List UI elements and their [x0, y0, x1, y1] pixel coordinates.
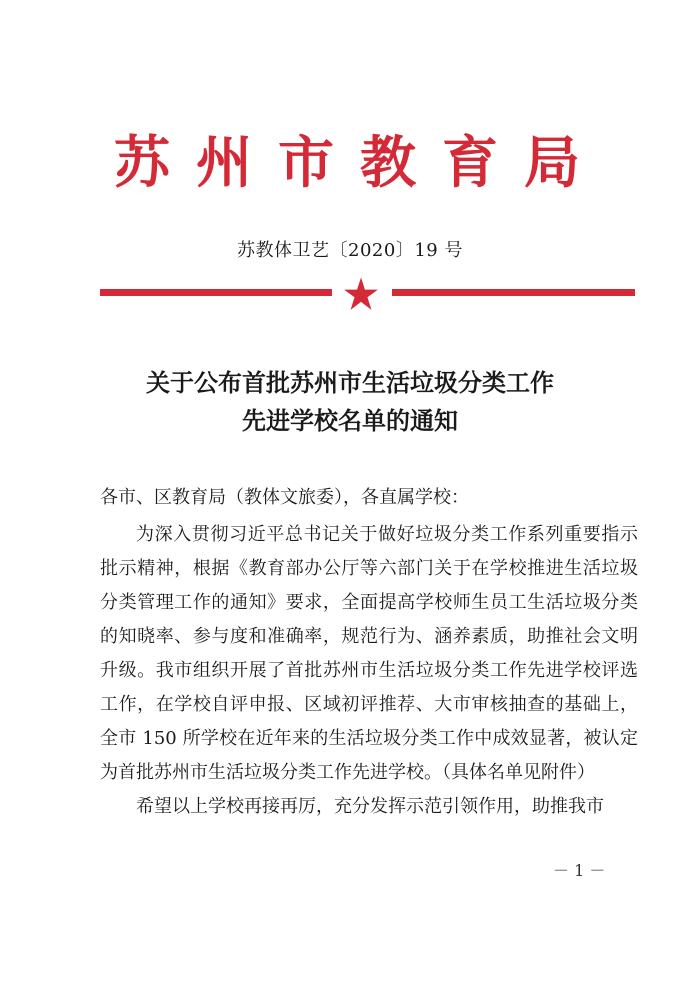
page-number: － 1 －: [553, 861, 606, 880]
salutation: 各市、区教育局（教体文旅委），各直属学校：: [100, 487, 469, 508]
notice-title-line-1: 关于公布首批苏州市生活垃圾分类工作: [146, 368, 554, 397]
paragraph-1: 为深入贯彻习近平总书记关于做好垃圾分类工作系列重要指示批示精神，根据《教育部办公厅等六部门关于在学校推进生活垃圾分类管理工作的通知》要求，全面提高学校师生员工生活垃圾分类的知晓率、参与度和准确率，规范行为、涵养素质，助推社会文明升级。我市组织开展了首批苏州市生活垃圾分类工作先进学校评选工作，在学校自评申报、区域初评推荐、大市审核抽查的基础上，全市 150 所学校在近年来的生活垃圾分类工作中成效显著，被认定为首批苏州市生活垃圾分类工作先进学校。（具体名单见附件）: [100, 524, 638, 783]
notice-title-line-2: 先进学校名单的通知: [242, 406, 458, 435]
document-number: 苏教体卫艺〔2020〕19 号: [237, 240, 463, 261]
notice-title: [0, 364, 700, 440]
body-text: [100, 518, 638, 824]
organization-title: 苏州市教育局: [114, 130, 606, 196]
paragraph-2: 希望以上学校再接再厉，充分发挥示范引领作用，助推我市: [136, 796, 604, 817]
red-star-icon: [343, 276, 379, 312]
red-divider-left: [100, 289, 332, 296]
red-divider-right: [392, 289, 635, 296]
